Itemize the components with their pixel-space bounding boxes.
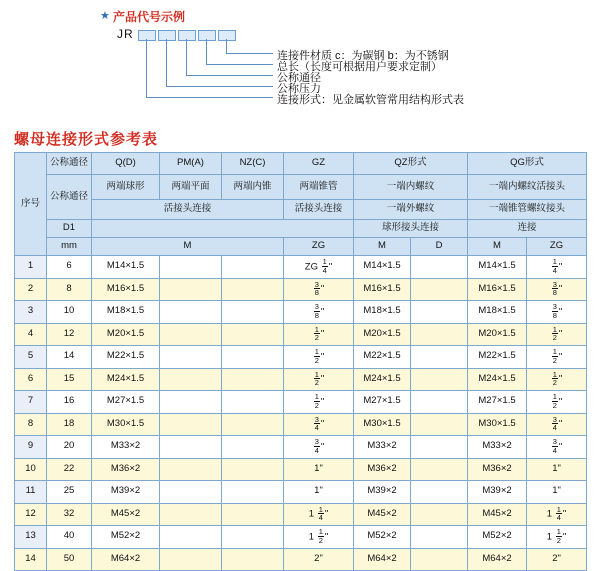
header-unit-qz-d: D (411, 238, 468, 256)
cell-seq: 5 (15, 346, 47, 369)
cell-dn: 22 (47, 458, 92, 481)
cell-qz-d (411, 413, 468, 436)
cell-qg-zg: 1 $\frac{1}{2}$ " (527, 526, 587, 549)
table-row (15, 346, 587, 369)
cell-qz-m: M14×1.5 (354, 256, 411, 279)
cell-qg-m: M22×1.5 (468, 346, 527, 369)
header-blank-1 (92, 220, 354, 238)
header-dn-sub (47, 175, 92, 220)
cell-qg-m: M14×1.5 (468, 256, 527, 279)
header-group-pm-code: PM(A) (160, 153, 222, 175)
cell-nz (222, 323, 284, 346)
table-row (15, 481, 587, 504)
cell-qz-d (411, 368, 468, 391)
cell-seq: 3 (15, 301, 47, 324)
cell-qz-m: M16×1.5 (354, 278, 411, 301)
cell-qz-m: M24×1.5 (354, 368, 411, 391)
cell-pm (160, 391, 222, 414)
cell-q: M27×1.5 (92, 391, 160, 414)
header-unit-qz-m: M (354, 238, 411, 256)
cell-seq: 6 (15, 368, 47, 391)
leader-h-5 (146, 97, 273, 98)
cell-gz: $\frac{3}{4}$ " (284, 436, 354, 459)
cell-nz (222, 368, 284, 391)
code-box-1 (138, 30, 156, 41)
cell-seq: 14 (15, 548, 47, 571)
cell-qz-m: M20×1.5 (354, 323, 411, 346)
cell-pm (160, 503, 222, 526)
header-type-qz-1: 一端内螺纹 (354, 175, 468, 200)
star-icon: ★ (100, 10, 110, 22)
diagram-label-pn: 公称压力 (277, 83, 321, 95)
cell-qz-d (411, 301, 468, 324)
code-box-3 (178, 30, 196, 41)
cell-qg-zg: $\frac{1}{4}$ " (527, 256, 587, 279)
cell-q: M33×2 (92, 436, 160, 459)
cell-seq: 8 (15, 413, 47, 436)
cell-seq: 2 (15, 278, 47, 301)
cell-qg-m: M16×1.5 (468, 278, 527, 301)
cell-gz: $\frac{3}{8}$ " (284, 278, 354, 301)
cell-pm (160, 436, 222, 459)
table-row (15, 548, 587, 571)
header-type-gz: 两端锥管 (284, 175, 354, 200)
cell-gz: 1" (284, 481, 354, 504)
diagram-label-material: 连接件材质 c：为碳钢 b：为不锈钢 (277, 50, 449, 62)
cell-dn: 15 (47, 368, 92, 391)
cell-q: M14×1.5 (92, 256, 160, 279)
cell-nz (222, 548, 284, 571)
cell-qz-d (411, 436, 468, 459)
cell-q: M22×1.5 (92, 346, 160, 369)
cell-qz-m: M45×2 (354, 503, 411, 526)
cell-gz: $\frac{1}{2}$ " (284, 391, 354, 414)
diagram-label-dn: 公称通径 (277, 72, 321, 84)
cell-dn: 32 (47, 503, 92, 526)
cell-q: M45×2 (92, 503, 160, 526)
cell-nz (222, 391, 284, 414)
header-group-gz-code: GZ (284, 153, 354, 175)
table-row (15, 458, 587, 481)
cell-dn: 25 (47, 481, 92, 504)
cell-gz: 1 $\frac{1}{4}$ " (284, 503, 354, 526)
cell-pm (160, 413, 222, 436)
table-row (15, 323, 587, 346)
cell-seq: 12 (15, 503, 47, 526)
cell-dn: 6 (47, 256, 92, 279)
cell-qg-m: M20×1.5 (468, 323, 527, 346)
header-conn-gz: 活接头连接 (284, 200, 354, 220)
cell-dn: 18 (47, 413, 92, 436)
cell-gz: 1 $\frac{1}{2}$ " (284, 526, 354, 549)
leader-h-2 (206, 64, 273, 65)
cell-nz (222, 413, 284, 436)
cell-qz-m: M52×2 (354, 526, 411, 549)
cell-pm (160, 346, 222, 369)
header-dn (47, 153, 92, 175)
cell-qg-zg: $\frac{3}{8}$ " (527, 278, 587, 301)
cell-qz-d (411, 323, 468, 346)
cell-seq: 4 (15, 323, 47, 346)
cell-q: M20×1.5 (92, 323, 160, 346)
cell-seq: 9 (15, 436, 47, 459)
cell-qg-zg: $\frac{3}{4}$ " (527, 436, 587, 459)
cell-qg-m: M30×1.5 (468, 413, 527, 436)
cell-qg-zg: $\frac{3}{4}$ " (527, 413, 587, 436)
cell-qg-zg: 1" (527, 458, 587, 481)
code-prefix: JR (117, 27, 134, 41)
header-seq (15, 153, 47, 256)
cell-qg-zg: $\frac{1}{2}$ " (527, 368, 587, 391)
cell-qg-zg: 2" (527, 548, 587, 571)
header-unit-zg: ZG (284, 238, 354, 256)
cell-pm (160, 458, 222, 481)
leader-v-1 (226, 39, 227, 53)
cell-qg-m: M24×1.5 (468, 368, 527, 391)
cell-seq: 7 (15, 391, 47, 414)
cell-q: M16×1.5 (92, 278, 160, 301)
cell-pm (160, 301, 222, 324)
cell-dn: 50 (47, 548, 92, 571)
header-conn-qg: 连接 (468, 220, 587, 238)
cell-dn: 12 (47, 323, 92, 346)
cell-qz-m: M64×2 (354, 548, 411, 571)
cell-q: M36×2 (92, 458, 160, 481)
table-row (15, 413, 587, 436)
cell-qz-d (411, 346, 468, 369)
cell-qz-d (411, 481, 468, 504)
header-dn-text: 公称通径 (49, 157, 88, 169)
table-row (15, 503, 587, 526)
header-unit-qg-zg: ZG (527, 238, 587, 256)
code-box-4 (198, 30, 216, 41)
cell-pm (160, 548, 222, 571)
header-type-qg-2: 一端锥管螺纹接头 (468, 200, 587, 220)
cell-qz-m: M27×1.5 (354, 391, 411, 414)
cell-qz-d (411, 526, 468, 549)
cell-q: M18×1.5 (92, 301, 160, 324)
cell-qz-m: M30×1.5 (354, 413, 411, 436)
cell-q: M39×2 (92, 481, 160, 504)
header-type-qg-1: 一端内螺纹活接头 (468, 175, 587, 200)
cell-nz (222, 256, 284, 279)
cell-qz-d (411, 278, 468, 301)
cell-q: M64×2 (92, 548, 160, 571)
header-group-nz-code: NZ(C) (222, 153, 284, 175)
product-code-diagram (0, 0, 600, 122)
header-type-pm: 两端平面 (160, 175, 222, 200)
leader-v-3 (186, 39, 187, 75)
cell-qg-m: M27×1.5 (468, 391, 527, 414)
leader-v-4 (166, 39, 167, 86)
leader-h-3 (186, 75, 273, 76)
cell-gz: $\frac{3}{8}$ " (284, 301, 354, 324)
header-group-q-code: Q(D) (92, 153, 160, 175)
cell-seq: 10 (15, 458, 47, 481)
cell-qg-m: M52×2 (468, 526, 527, 549)
table-row (15, 278, 587, 301)
cell-pm (160, 323, 222, 346)
cell-nz (222, 436, 284, 459)
cell-gz: $\frac{3}{4}$ " (284, 413, 354, 436)
header-type-qz-2: 一端外螺纹 (354, 200, 468, 220)
cell-gz: $\frac{1}{2}$ " (284, 346, 354, 369)
cell-gz: ZG $\frac{1}{4}$ " (284, 256, 354, 279)
cell-dn: 8 (47, 278, 92, 301)
header-group-qz-code: QZ形式 (354, 153, 468, 175)
cell-nz (222, 301, 284, 324)
cell-nz (222, 481, 284, 504)
cell-qg-m: M18×1.5 (468, 301, 527, 324)
cell-nz (222, 526, 284, 549)
cell-pm (160, 256, 222, 279)
header-dn-sub-text: 公称通径 (49, 190, 88, 202)
diagram-label-length: 总长（长度可根据用户要求定制） (277, 61, 442, 73)
cell-gz: 2" (284, 548, 354, 571)
cell-qz-m: M39×2 (354, 481, 411, 504)
leader-v-2 (206, 39, 207, 64)
cell-pm (160, 368, 222, 391)
table-row (15, 301, 587, 324)
cell-pm (160, 481, 222, 504)
header-mm: mm (47, 238, 92, 256)
cell-gz: 1" (284, 458, 354, 481)
cell-qz-m: M36×2 (354, 458, 411, 481)
table-row (15, 256, 587, 279)
cell-nz (222, 458, 284, 481)
cell-qz-m: M22×1.5 (354, 346, 411, 369)
cell-qz-d (411, 503, 468, 526)
cell-qg-zg: 1 $\frac{1}{4}$ " (527, 503, 587, 526)
code-box-2 (158, 30, 176, 41)
cell-gz: $\frac{1}{2}$ " (284, 368, 354, 391)
cell-qz-m: M33×2 (354, 436, 411, 459)
diagram-label-connection: 连接形式：见金属软管常用结构形式表 (277, 94, 464, 106)
header-d1: D1 (47, 220, 92, 238)
cell-pm (160, 278, 222, 301)
cell-qg-m: M45×2 (468, 503, 527, 526)
cell-seq: 1 (15, 256, 47, 279)
cell-qg-zg: 1" (527, 481, 587, 504)
nut-connection-table (14, 152, 587, 571)
cell-qz-d (411, 391, 468, 414)
header-seq-text: 序号 (20, 197, 40, 209)
cell-gz: $\frac{1}{2}$ " (284, 323, 354, 346)
cell-qg-m: M33×2 (468, 436, 527, 459)
cell-nz (222, 346, 284, 369)
cell-q: M30×1.5 (92, 413, 160, 436)
cell-qg-m: M39×2 (468, 481, 527, 504)
header-group-qg-code: QG形式 (468, 153, 587, 175)
cell-dn: 10 (47, 301, 92, 324)
cell-dn: 40 (47, 526, 92, 549)
code-box-5 (218, 30, 236, 41)
leader-v-5 (146, 39, 147, 97)
table-row (15, 526, 587, 549)
cell-pm (160, 526, 222, 549)
cell-nz (222, 278, 284, 301)
cell-seq: 13 (15, 526, 47, 549)
header-type-nz: 两端内锥 (222, 175, 284, 200)
cell-dn: 16 (47, 391, 92, 414)
cell-qg-m: M36×2 (468, 458, 527, 481)
diagram-title: 产品代号示例 (113, 10, 186, 24)
cell-qz-m: M18×1.5 (354, 301, 411, 324)
cell-dn: 14 (47, 346, 92, 369)
leader-h-4 (166, 86, 273, 87)
cell-q: M24×1.5 (92, 368, 160, 391)
header-conn-qz: 球形接头连接 (354, 220, 468, 238)
table-row (15, 436, 587, 459)
cell-q: M52×2 (92, 526, 160, 549)
leader-h-1 (226, 53, 273, 54)
header-type-q: 两端球形 (92, 175, 160, 200)
cell-dn: 20 (47, 436, 92, 459)
cell-qg-m: M64×2 (468, 548, 527, 571)
header-conn-q: 活接头连接 (92, 200, 284, 220)
cell-qz-d (411, 458, 468, 481)
cell-nz (222, 503, 284, 526)
table-row (15, 391, 587, 414)
cell-seq: 11 (15, 481, 47, 504)
header-unit-m: M (92, 238, 284, 256)
table-row (15, 368, 587, 391)
cell-qg-zg: $\frac{1}{2}$ " (527, 323, 587, 346)
header-unit-qg-m: M (468, 238, 527, 256)
cell-qz-d (411, 548, 468, 571)
cell-qg-zg: $\frac{1}{2}$ " (527, 346, 587, 369)
table-body (15, 256, 587, 571)
cell-qg-zg: $\frac{1}{2}$ " (527, 391, 587, 414)
section-title: 螺母连接形式参考表 (14, 131, 159, 148)
cell-qz-d (411, 256, 468, 279)
cell-qg-zg: $\frac{3}{8}$ " (527, 301, 587, 324)
